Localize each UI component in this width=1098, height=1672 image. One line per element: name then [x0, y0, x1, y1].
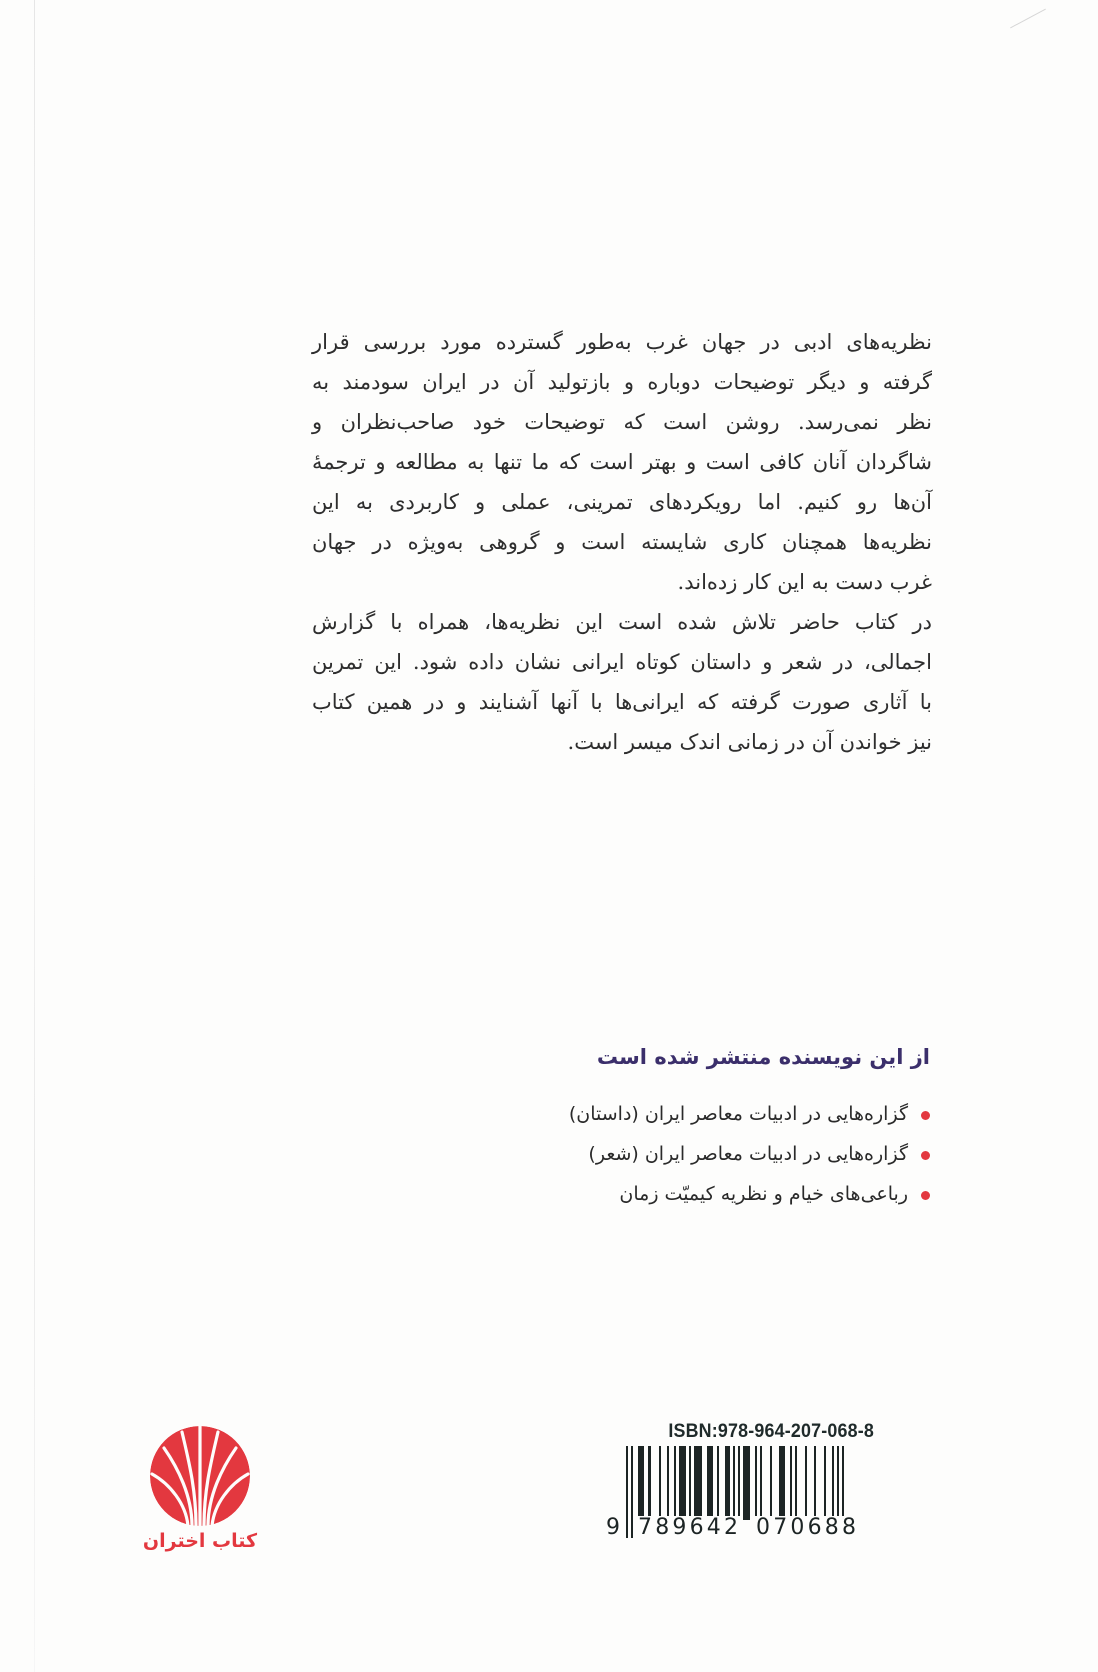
blurb-line: نظر نمی‌رسد. روشن است که توضیحات خود صاحب‌نظران و — [312, 410, 932, 434]
blurb-line: با آثاری صورت گرفته که ایرانی‌ها با آنها آشنایند و در همین کتاب — [312, 690, 932, 714]
barcode — [606, 1446, 874, 1538]
flower-fan-logo-icon — [140, 1418, 260, 1528]
blurb-paragraph-1 — [312, 322, 932, 602]
also-by-author-list — [510, 1094, 930, 1214]
barcode-left-group: 789642 — [638, 1515, 742, 1540]
blurb-line: نظریه‌ها همچنان کاری شایسته است و گروهی به‌ویژه در جهان — [312, 530, 932, 554]
blurb-line: نظریه‌های ادبی در جهان غرب به‌طور گسترده مورد بررسی قرار — [312, 330, 932, 354]
blurb-paragraph-2 — [312, 602, 932, 762]
barcode-first-digit: 9 — [606, 1515, 620, 1540]
red-bullet-icon — [921, 1111, 930, 1120]
back-cover-blurb — [312, 322, 932, 762]
blurb-line: آن‌ها رو کنیم. اما رویکردهای تمرینی، عملی و کاربردی به این — [312, 490, 932, 514]
red-bullet-icon — [921, 1191, 930, 1200]
blurb-line: غرب دست به این کار زده‌اند. — [677, 570, 932, 594]
blurb-line: شاگردان آنان کافی است و بهتر است که ما تنها به مطالعه و ترجمهٔ — [312, 450, 932, 474]
blurb-line: گرفته و دیگر توضیحات دوباره و بازتولید آن در ایران سودمند به — [312, 370, 932, 394]
red-bullet-icon — [921, 1151, 930, 1160]
list-item — [510, 1094, 930, 1134]
barcode-right-group: 070688 — [756, 1515, 860, 1540]
corner-scratch-mark — [1010, 9, 1046, 29]
list-item — [510, 1134, 930, 1174]
book-title: گزاره‌هایی در ادبیات معاصر ایران (شعر) — [588, 1143, 908, 1165]
publisher-name: کتاب اختران — [142, 1530, 258, 1552]
book-title: رباعی‌های خیام و نظریه کیمیّت زمان — [619, 1183, 908, 1205]
also-by-author-heading: از این نویسنده منتشر شده است — [596, 1045, 930, 1069]
blurb-line: اجمالی، در شعر و داستان کوتاه ایرانی نشان داده شود. این تمرین — [312, 650, 932, 674]
also-by-author-section — [510, 1042, 930, 1214]
publisher-logo — [140, 1418, 260, 1578]
isbn-label: ISBN:978-964-207-068-8 — [668, 1421, 874, 1442]
list-item — [510, 1174, 930, 1214]
blurb-line: نیز خواندن آن در زمانی اندک میسر است. — [567, 730, 932, 754]
book-title: گزاره‌هایی در ادبیات معاصر ایران (داستان) — [568, 1103, 908, 1125]
spine-edge-line — [34, 0, 35, 1672]
isbn-barcode-block — [606, 1420, 874, 1538]
blurb-line: در کتاب حاضر تلاش شده است این نظریه‌ها، همراه با گزارش — [312, 610, 932, 634]
